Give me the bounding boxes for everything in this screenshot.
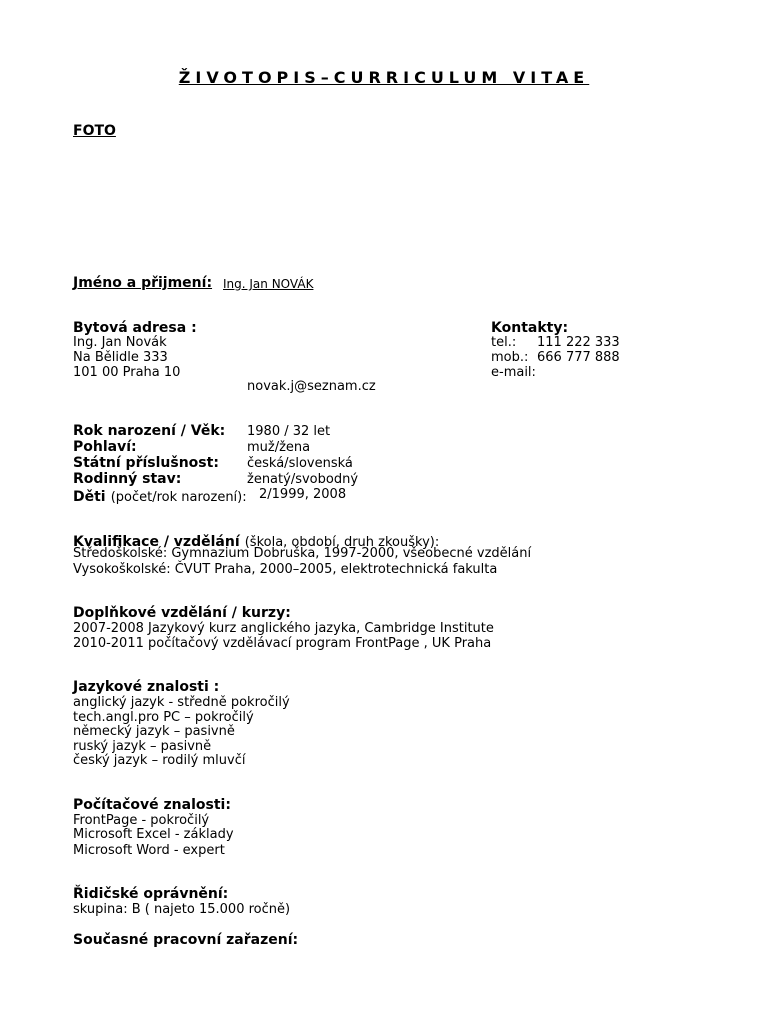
children-value: 2/1999, 2008 [259, 487, 347, 502]
address-line: Na Bělidle 333 [73, 350, 168, 365]
birth-label: Rok narození / Věk: [73, 423, 226, 439]
education-label: Kvalifikace / vzdělání [73, 534, 240, 550]
address-line: 101 00 Praha 10 [73, 365, 181, 380]
contacts-label: Kontakty: [491, 320, 569, 336]
computer-line: Microsoft Excel - základy [73, 827, 234, 842]
email-value: novak.j@seznam.cz [247, 379, 376, 394]
gender-value: muž/žena [247, 440, 311, 455]
mob-value: 666 777 888 [537, 350, 620, 365]
children-label: Děti [73, 489, 106, 505]
computer-line: Microsoft Word - expert [73, 843, 225, 858]
tel-value: 111 222 333 [537, 335, 620, 350]
email-label: e-mail: [491, 365, 536, 380]
education-line: Vysokoškolské: ČVUT Praha, 2000–2005, elektrotechnická fakulta [73, 562, 498, 577]
citizenship-label: Státní příslušnost: [73, 455, 219, 471]
education-line: Středoškolské: Gymnazium Dobruška, 1997-2000, všeobecné vzdělání [73, 546, 532, 561]
birth-value: 1980 / 32 let [247, 424, 331, 439]
name-label: Jméno a přijmení: [73, 275, 213, 291]
driving-value: skupina: B ( najeto 15.000 ročně) [73, 902, 291, 917]
marital-label: Rodinný stav: [73, 471, 182, 487]
course-line: 2010-2011 počítačový vzdělávací program FrontPage , UK Praha [73, 636, 492, 651]
gender-label: Pohlaví: [73, 439, 137, 455]
language-line: ruský jazyk – pasivně [73, 739, 212, 754]
language-line: anglický jazyk - středně pokročilý [73, 695, 290, 710]
tel-label: tel.: [491, 335, 517, 350]
children-row [73, 486, 247, 505]
courses-label: Doplňkové vzdělání / kurzy: [73, 605, 291, 621]
course-line: 2007-2008 Jazykový kurz anglického jazyka, Cambridge Institute [73, 621, 494, 636]
document-title: ŽIVOTOPIS–CURRICULUM VITAE [178, 68, 590, 87]
children-note: (počet/rok narození): [110, 490, 247, 505]
citizenship-value: česká/slovenská [247, 456, 353, 471]
computer-label: Počítačové znalosti: [73, 797, 231, 813]
languages-label: Jazykové znalosti : [73, 679, 220, 695]
language-line: český jazyk – rodilý mluvčí [73, 753, 246, 768]
address-line: Ing. Jan Novák [73, 335, 167, 350]
mob-label: mob.: [491, 350, 529, 365]
address-label: Bytová adresa : [73, 320, 197, 336]
education-note: (škola, období, druh zkoušky): [244, 535, 440, 550]
language-line: tech.angl.pro PC – pokročilý [73, 710, 254, 725]
name-value: Ing. Jan NOVÁK [223, 277, 314, 291]
current-job-label: Současné pracovní zařazení: [73, 932, 299, 948]
marital-value: ženatý/svobodný [247, 472, 359, 487]
language-line: německý jazyk – pasivně [73, 724, 235, 739]
computer-line: FrontPage - pokročilý [73, 813, 210, 828]
foto-label: FOTO [73, 123, 116, 139]
driving-label: Řidičské oprávnění: [73, 886, 229, 902]
